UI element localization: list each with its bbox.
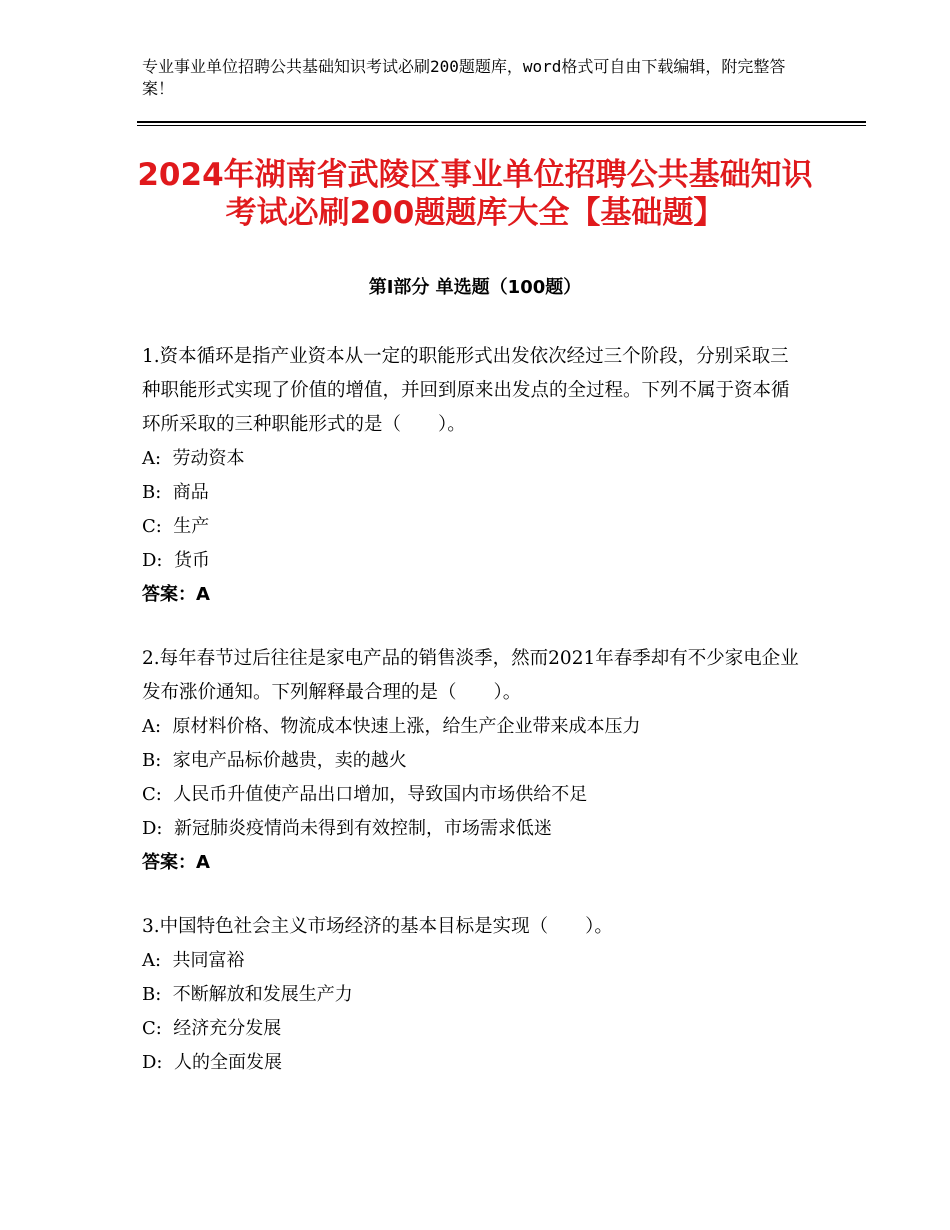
option-a: A: 原材料价格、物流成本快速上涨，给生产企业带来成本压力	[142, 716, 641, 737]
header-rule-thick	[137, 121, 866, 123]
document-title: 2024年湖南省武陵区事业单位招聘公共基础知识考试必刷200题题库大全【基础题】	[137, 157, 813, 231]
option-b: B: 不断解放和发展生产力	[142, 984, 353, 1005]
question-stem: 3.中国特色社会主义市场经济的基本目标是实现（ ）。	[142, 916, 613, 937]
question-3	[142, 910, 806, 1080]
option-c: C: 生产	[142, 516, 210, 537]
option-d: D: 人的全面发展	[142, 1052, 282, 1073]
option-d: D: 货币	[142, 550, 210, 571]
option-c: C: 经济充分发展	[142, 1018, 282, 1039]
question-list	[142, 340, 806, 1110]
answer: 答案：A	[142, 852, 210, 873]
question-stem: 1.资本循环是指产业资本从一定的职能形式出发依次经过三个阶段，分别采取三种职能形式实现了价值的增值，并回到原来出发点的全过程。下列不属于资本循环所采取的三种职能形式的是（ ）。	[142, 346, 790, 435]
question-stem: 2.每年春节过后往往是家电产品的销售淡季，然而2021年春季却有不少家电企业发布涨价通知。下列解释最合理的是（ ）。	[142, 648, 799, 703]
section-title: 第Ⅰ部分 单选题（100题）	[368, 277, 582, 298]
option-c: C: 人民币升值使产品出口增加，导致国内市场供给不足	[142, 784, 588, 805]
question-1	[142, 340, 806, 612]
option-d: D: 新冠肺炎疫情尚未得到有效控制，市场需求低迷	[142, 818, 552, 839]
option-a: A: 共同富裕	[142, 950, 245, 971]
option-a: A: 劳动资本	[142, 448, 245, 469]
question-2	[142, 642, 806, 880]
answer: 答案：A	[142, 584, 210, 605]
option-b: B: 商品	[142, 482, 209, 503]
header-note: 专业事业单位招聘公共基础知识考试必刷200题题库，word格式可自由下载编辑，附完整答案！	[142, 57, 786, 98]
option-b: B: 家电产品标价越贵，卖的越火	[142, 750, 407, 771]
header-rule-thin	[137, 125, 866, 126]
